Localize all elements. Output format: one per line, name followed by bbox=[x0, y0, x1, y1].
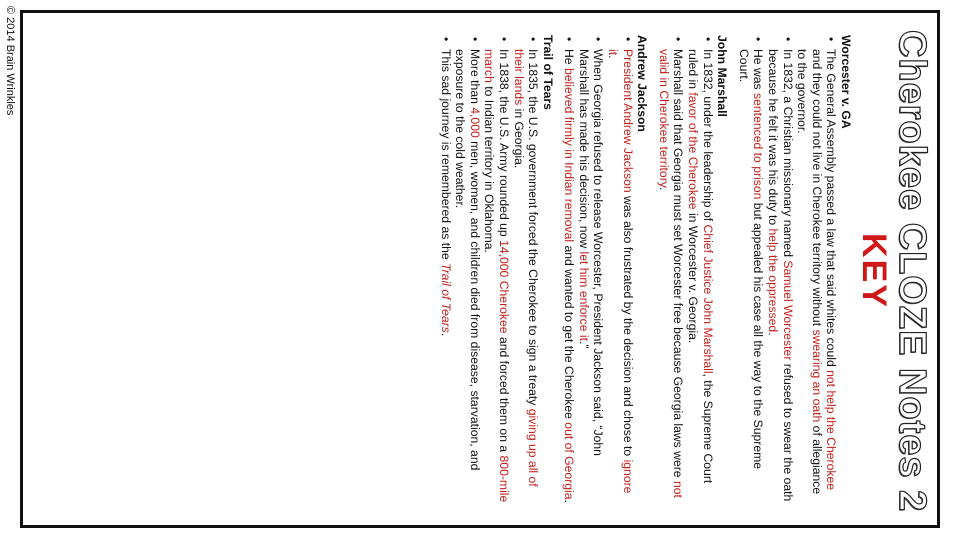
answer-text: Chief Justice John Marshall bbox=[700, 224, 715, 374]
answer-text: help the oppressed bbox=[766, 228, 781, 333]
list-item bbox=[795, 49, 839, 505]
text: . bbox=[766, 332, 781, 336]
list-item bbox=[685, 49, 714, 505]
text: and forced them on a bbox=[496, 333, 511, 456]
section-heading-worcester: Worcester v. GA bbox=[839, 35, 853, 129]
section-trail bbox=[438, 35, 555, 505]
section-heading-marshall: John Marshall bbox=[715, 35, 730, 117]
text: More than bbox=[467, 49, 482, 108]
answer-text: out of Georgia bbox=[562, 422, 577, 500]
section-jackson bbox=[562, 35, 650, 505]
text: Marshall said that Georgia must set Worcester free because Georgia laws were bbox=[671, 49, 686, 481]
list-item bbox=[606, 49, 635, 505]
answer-text: 14,000 Cherokee bbox=[496, 240, 511, 334]
list-item bbox=[562, 49, 577, 505]
text: but appealed his case all the way to the Supreme Court. bbox=[736, 49, 766, 470]
text: in Worcester v. Georgia. bbox=[686, 209, 701, 344]
list-item bbox=[438, 49, 453, 505]
list-item bbox=[736, 49, 765, 505]
answer-text: Trail of Tears bbox=[438, 263, 453, 333]
answer-text: swearing an oath bbox=[809, 329, 824, 423]
section-marshall bbox=[656, 35, 729, 505]
text: In 1835, the U.S. government forced the Cherokee to sign a treaty bbox=[526, 49, 541, 409]
list-item bbox=[511, 49, 540, 505]
answer-text: giving up all of their lands bbox=[511, 49, 541, 487]
answer-text: President Andrew Jackson bbox=[620, 49, 635, 193]
text: . bbox=[656, 186, 671, 191]
answer-text: ignore it bbox=[606, 49, 635, 494]
answer-text: 800-mile march bbox=[482, 49, 511, 503]
text: men, women, and children died from disease, starvation, and exposure to the cold weather. bbox=[453, 49, 482, 471]
copyright-strip bbox=[0, 0, 20, 540]
list-item bbox=[765, 49, 794, 505]
answer-text: believed firmly in Indian removal bbox=[562, 67, 577, 243]
page-title: Cherokee CLOZE Notes 2 bbox=[891, 29, 933, 513]
text: . bbox=[438, 332, 453, 337]
list-item bbox=[482, 49, 511, 505]
text: This sad journey is remembered as the bbox=[438, 49, 453, 264]
text: and they could not live in Cherokee territory without bbox=[809, 49, 824, 330]
text: In 1832, under the leadership of bbox=[700, 49, 715, 225]
answer-text: 4,000 bbox=[467, 107, 482, 138]
list-item bbox=[656, 49, 685, 505]
list-item bbox=[453, 49, 482, 505]
text: When Georgia refused to release Worcester, President Jackson said, “John Marshall has made his decision, now bbox=[576, 49, 606, 456]
answer-text: let him enforce it bbox=[576, 251, 591, 341]
copyright-text: © 2014 Brain Wrinkles bbox=[4, 6, 16, 116]
section-worcester bbox=[736, 35, 853, 505]
text: and wanted to get the Cherokee bbox=[562, 242, 577, 423]
text: to Indian territory in Oklahoma. bbox=[482, 82, 497, 253]
section-heading-jackson: Andrew Jackson bbox=[635, 35, 650, 132]
text: refused to swear the oath because he felt it was his duty to bbox=[766, 49, 795, 502]
notes-body bbox=[438, 17, 853, 525]
text: He was bbox=[751, 49, 766, 94]
answer-text: not help the Cherokee bbox=[824, 370, 839, 491]
list-item bbox=[576, 49, 605, 505]
text: , the Supreme Court ruled in bbox=[686, 49, 715, 484]
answer-text: favor of the Cherokee bbox=[686, 92, 701, 210]
text: in Georgia. bbox=[511, 105, 526, 169]
key-label: KEY bbox=[855, 233, 893, 309]
text: . bbox=[562, 499, 577, 503]
text: .” bbox=[576, 340, 591, 349]
rotated-page bbox=[31, 17, 937, 525]
text: The General Assembly passed a law that said whites could bbox=[824, 49, 839, 371]
text: of allegiance to the governor. bbox=[795, 49, 824, 495]
slide-frame bbox=[20, 10, 940, 528]
text: . bbox=[606, 55, 621, 59]
section-heading-trail: Trail of Tears bbox=[540, 35, 555, 110]
answer-text: Samuel Worcester bbox=[780, 260, 795, 361]
text: In 1838, the U.S. Army rounded up bbox=[496, 49, 511, 241]
text: He bbox=[562, 49, 577, 68]
answer-text: sentenced to prison bbox=[751, 93, 766, 200]
text: was also frustrated by the decision and chose to bbox=[620, 192, 635, 460]
answer-text: not valid in Cherokee territory bbox=[656, 49, 686, 498]
text: In 1832, a Christian missionary named bbox=[780, 49, 795, 261]
